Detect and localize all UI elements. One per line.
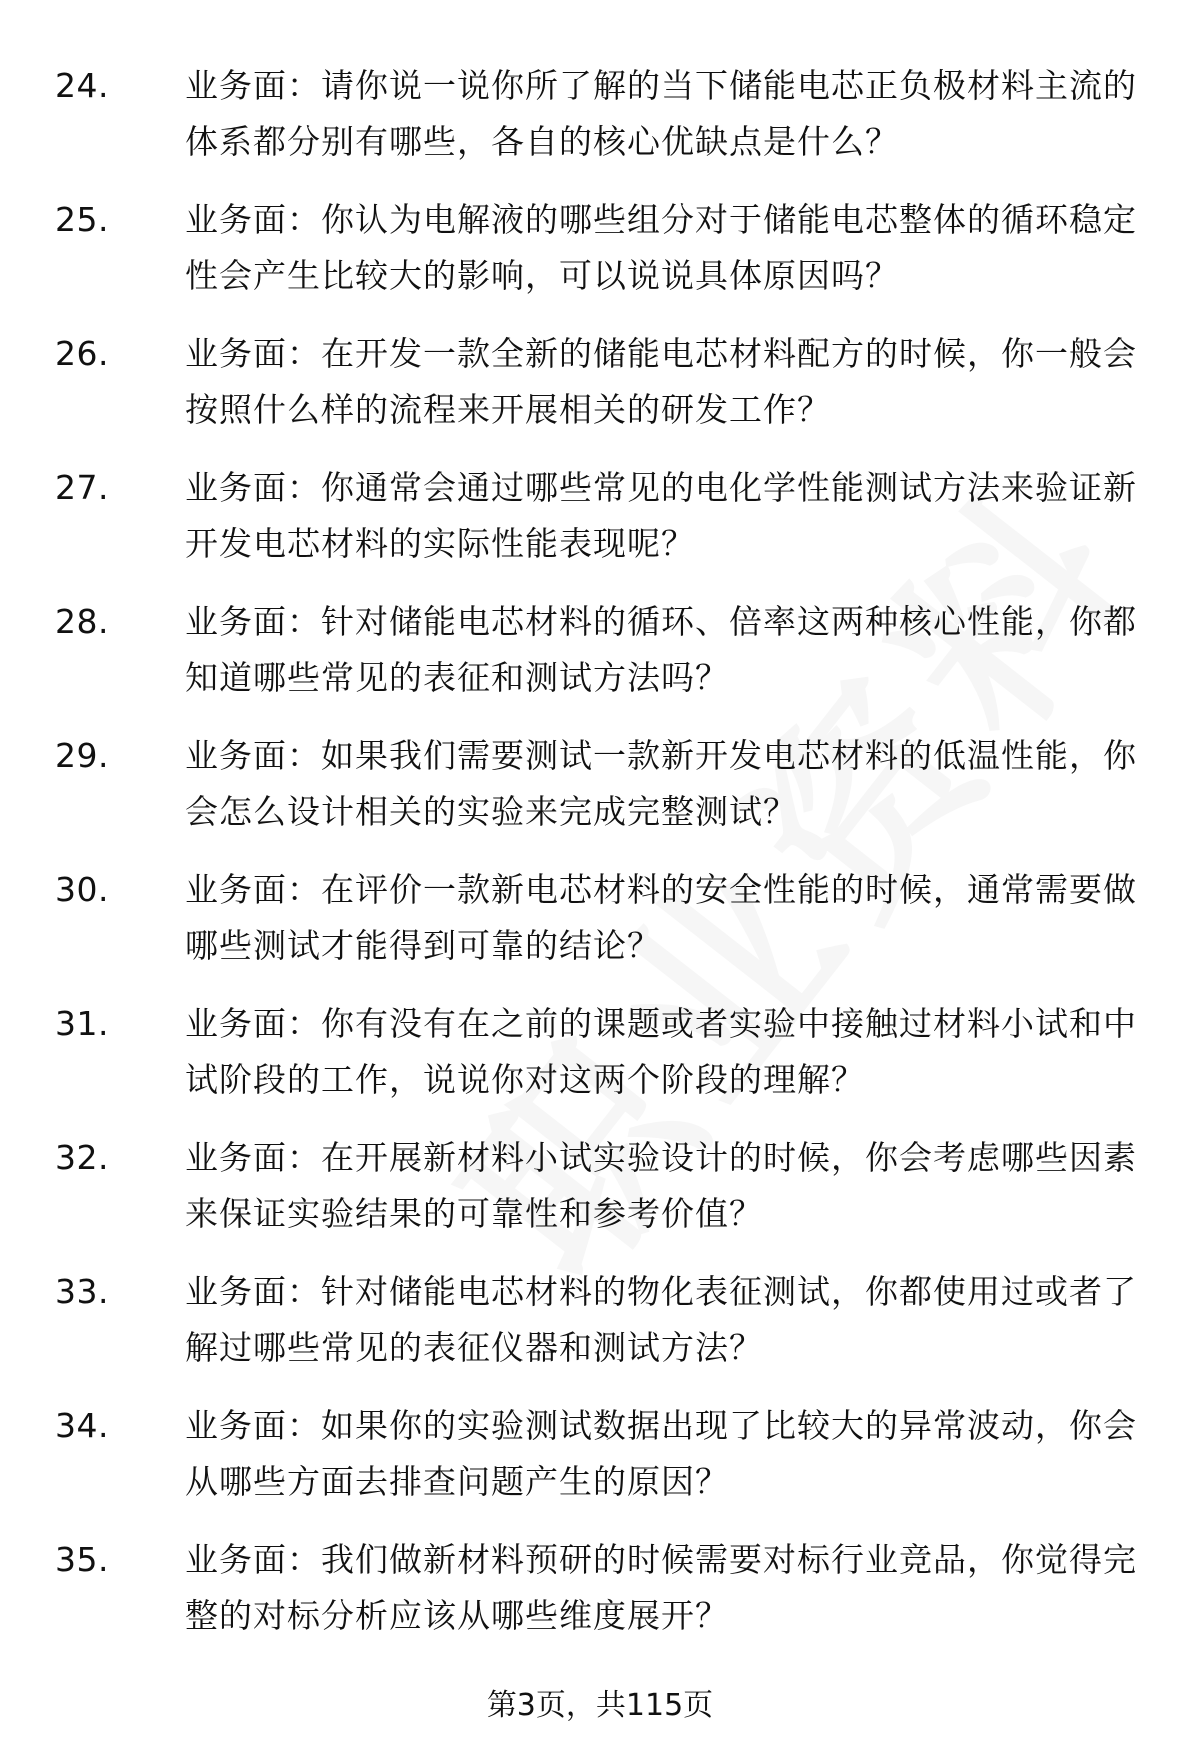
question-number: 29. <box>55 736 109 775</box>
question-text: 业务面：我们做新材料预研的时候需要对标行业竞品，你觉得完整的对标分析应该从哪些维度展开？ <box>185 1540 1137 1635</box>
list-item <box>55 1264 1145 1398</box>
question-number: 34. <box>55 1406 109 1445</box>
question-text: 业务面：针对储能电芯材料的物化表征测试，你都使用过或者了解过哪些常见的表征仪器和测试方法？ <box>185 1272 1137 1367</box>
question-text: 业务面：针对储能电芯材料的循环、倍率这两种核心性能，你都知道哪些常见的表征和测试方法吗？ <box>185 602 1137 697</box>
question-text: 业务面：在开发一款全新的储能电芯材料配方的时候，你一般会按照什么样的流程来开展相关的研发工作？ <box>185 334 1137 429</box>
question-text: 业务面：在评价一款新电芯材料的安全性能的时候，通常需要做哪些测试才能得到可靠的结论？ <box>185 870 1137 965</box>
list-item <box>55 1398 1145 1532</box>
question-number: 35. <box>55 1540 109 1579</box>
list-item <box>55 1532 1145 1666</box>
question-number: 33. <box>55 1272 109 1311</box>
question-number: 26. <box>55 334 109 373</box>
list-item <box>55 192 1145 326</box>
list-item <box>55 1130 1145 1264</box>
question-number: 24. <box>55 66 109 105</box>
question-text: 业务面：你认为电解液的哪些组分对于储能电芯整体的循环稳定性会产生比较大的影响，可以说说具体原因吗？ <box>185 200 1137 295</box>
question-text: 业务面：如果你的实验测试数据出现了比较大的异常波动，你会从哪些方面去排查问题产生的原因？ <box>185 1406 1137 1501</box>
list-item <box>55 460 1145 594</box>
list-item <box>55 58 1145 192</box>
question-number: 30. <box>55 870 109 909</box>
list-item <box>55 594 1145 728</box>
question-number: 31. <box>55 1004 109 1043</box>
question-text: 业务面：如果我们需要测试一款新开发电芯材料的低温性能，你会怎么设计相关的实验来完成完整测试？ <box>185 736 1137 831</box>
question-text: 业务面：你有没有在之前的课题或者实验中接触过材料小试和中试阶段的工作，说说你对这两个阶段的理解？ <box>185 1004 1137 1099</box>
question-number: 25. <box>55 200 109 239</box>
page-number-footer: 第3页，共115页 <box>486 1688 714 1723</box>
list-item <box>55 326 1145 460</box>
question-text: 业务面：在开展新材料小试实验设计的时候，你会考虑哪些因素来保证实验结果的可靠性和参考价值？ <box>185 1138 1137 1233</box>
question-number: 27. <box>55 468 109 507</box>
question-list <box>55 58 1145 1666</box>
question-text: 业务面：请你说一说你所了解的当下储能电芯正负极材料主流的体系都分别有哪些，各自的核心优缺点是什么？ <box>185 66 1137 161</box>
question-text: 业务面：你通常会通过哪些常见的电化学性能测试方法来验证新开发电芯材料的实际性能表现呢？ <box>185 468 1137 563</box>
list-item <box>55 996 1145 1130</box>
question-number: 32. <box>55 1138 109 1177</box>
list-item <box>55 728 1145 862</box>
question-number: 28. <box>55 602 109 641</box>
list-item <box>55 862 1145 996</box>
